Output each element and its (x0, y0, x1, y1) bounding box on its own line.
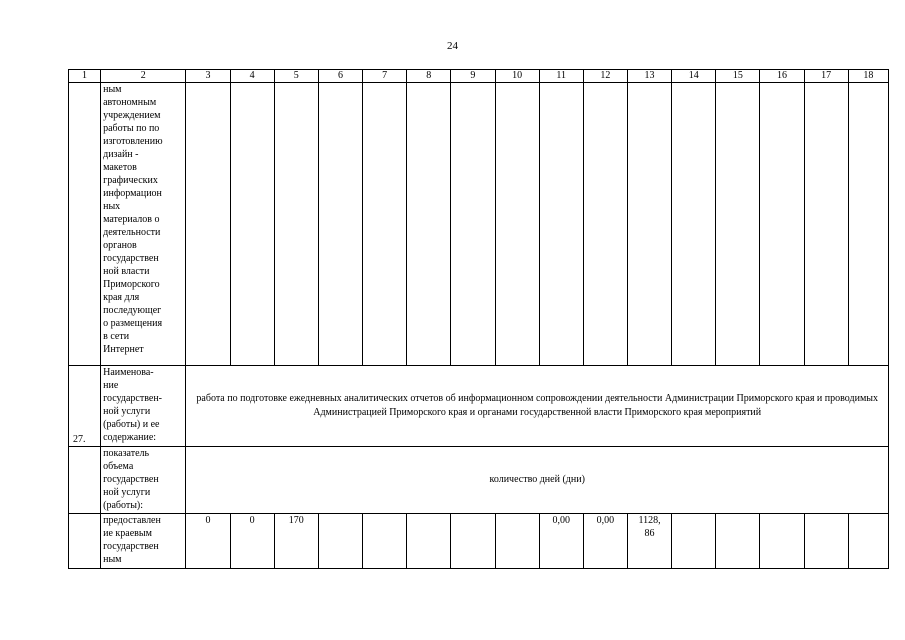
text-line: содержание: (103, 432, 157, 443)
column-header: 2 (101, 70, 186, 83)
value-cell (848, 514, 888, 569)
text-line: Интернет (103, 344, 144, 355)
text-line: предоставлен (103, 515, 161, 526)
value-cell (274, 83, 318, 366)
text-line: 86 (644, 528, 655, 539)
column-header: 18 (848, 70, 888, 83)
column-header: 7 (363, 70, 407, 83)
header-row (69, 70, 889, 83)
item-number: 27. (69, 366, 101, 447)
value-cell (848, 83, 888, 366)
text-line: ной власти (103, 266, 150, 277)
value-cell (716, 514, 760, 569)
text-line: Приморского (103, 279, 160, 290)
text-line: государствен (103, 474, 159, 485)
text-line: ных (103, 201, 121, 212)
text-line: ие краевым (103, 528, 152, 539)
text-line: государствен (103, 541, 159, 552)
value-cell (804, 514, 848, 569)
value-cell (627, 514, 671, 569)
text-line: автономным (103, 97, 157, 108)
column-header: 5 (274, 70, 318, 83)
text-line: органов (103, 240, 137, 251)
provision-row (69, 514, 889, 569)
page-number: 24 (447, 40, 458, 52)
value-cell (230, 83, 274, 366)
text-line: материалов о (103, 214, 160, 225)
row-number-cell (69, 447, 101, 514)
volume-indicator-label (101, 447, 186, 514)
value-cell (627, 83, 671, 366)
text-line: 1128, (638, 515, 661, 526)
text-line: Наименова- (103, 367, 154, 378)
value-cell (318, 83, 362, 366)
text-line: в сети (103, 331, 130, 342)
column-header: 3 (186, 70, 230, 83)
text-line: работы по по (103, 123, 160, 134)
column-header: 16 (760, 70, 804, 83)
text-line: показатель (103, 448, 150, 459)
value-cell: 0 (230, 514, 274, 569)
value-cell: 0,00 (539, 514, 583, 569)
value-cell (583, 83, 627, 366)
text-line: ной услуги (103, 406, 151, 417)
value-cell (760, 514, 804, 569)
text-line: государствен (103, 253, 159, 264)
value-cell (363, 83, 407, 366)
column-header: 14 (672, 70, 716, 83)
service-name-label (101, 366, 186, 447)
value-cell (318, 514, 362, 569)
column-header: 15 (716, 70, 760, 83)
column-header: 4 (230, 70, 274, 83)
text-line: дизайн - (103, 149, 139, 160)
continuation-description (101, 83, 186, 366)
value-cell (407, 514, 451, 569)
text-line: ным (103, 554, 122, 565)
value-cell (539, 83, 583, 366)
value-cell (363, 514, 407, 569)
column-header: 1 (69, 70, 101, 83)
text-line: деятельности (103, 227, 161, 238)
column-header: 6 (318, 70, 362, 83)
row-number-cell (69, 514, 101, 569)
text-line: (работы): (103, 500, 144, 511)
value-cell (186, 83, 230, 366)
text-line: государствен- (103, 393, 163, 404)
value-cell: 0 (186, 514, 230, 569)
value-cell (451, 83, 495, 366)
value-cell (672, 83, 716, 366)
text-line: ным (103, 84, 122, 95)
value-cell (495, 514, 539, 569)
column-header: 9 (451, 70, 495, 83)
value-cell (451, 514, 495, 569)
column-header: 17 (804, 70, 848, 83)
text-line: информацион (103, 188, 162, 199)
text-line: макетов (103, 162, 137, 173)
item-27-row (69, 366, 889, 447)
value-cell (672, 514, 716, 569)
row-number-cell (69, 83, 101, 366)
text-line: изготовлению (103, 136, 163, 147)
text-line: ной услуги (103, 487, 151, 498)
value-cell (760, 83, 804, 366)
volume-indicator-row (69, 447, 889, 514)
column-header: 10 (495, 70, 539, 83)
volume-unit: количество дней (дни) (186, 447, 889, 514)
continuation-row (69, 83, 889, 366)
column-header: 11 (539, 70, 583, 83)
value-cell: 0,00 (583, 514, 627, 569)
value-cell (495, 83, 539, 366)
column-header: 8 (407, 70, 451, 83)
column-header: 13 (627, 70, 671, 83)
text-line: объема (103, 461, 134, 472)
value-cell: 170 (274, 514, 318, 569)
provision-description (101, 514, 186, 569)
column-header: 12 (583, 70, 627, 83)
text-line: о размещения (103, 318, 163, 329)
service-content: работа по подготовке ежедневных аналитических отчетов об информационном сопровождении деятельности Администрации Приморского края и проводимых Администрацией Приморского края и органами государственной власти Приморского края мероприятий (186, 366, 889, 447)
text-line: края для (103, 292, 140, 303)
value-cell (804, 83, 848, 366)
value-cell (716, 83, 760, 366)
budget-table (68, 69, 889, 569)
text-line: учреждением (103, 110, 161, 121)
text-line: ние (103, 380, 119, 391)
value-cell (407, 83, 451, 366)
text-line: графических (103, 175, 158, 186)
text-line: последующег (103, 305, 162, 316)
text-line: (работы) и ее (103, 419, 160, 430)
